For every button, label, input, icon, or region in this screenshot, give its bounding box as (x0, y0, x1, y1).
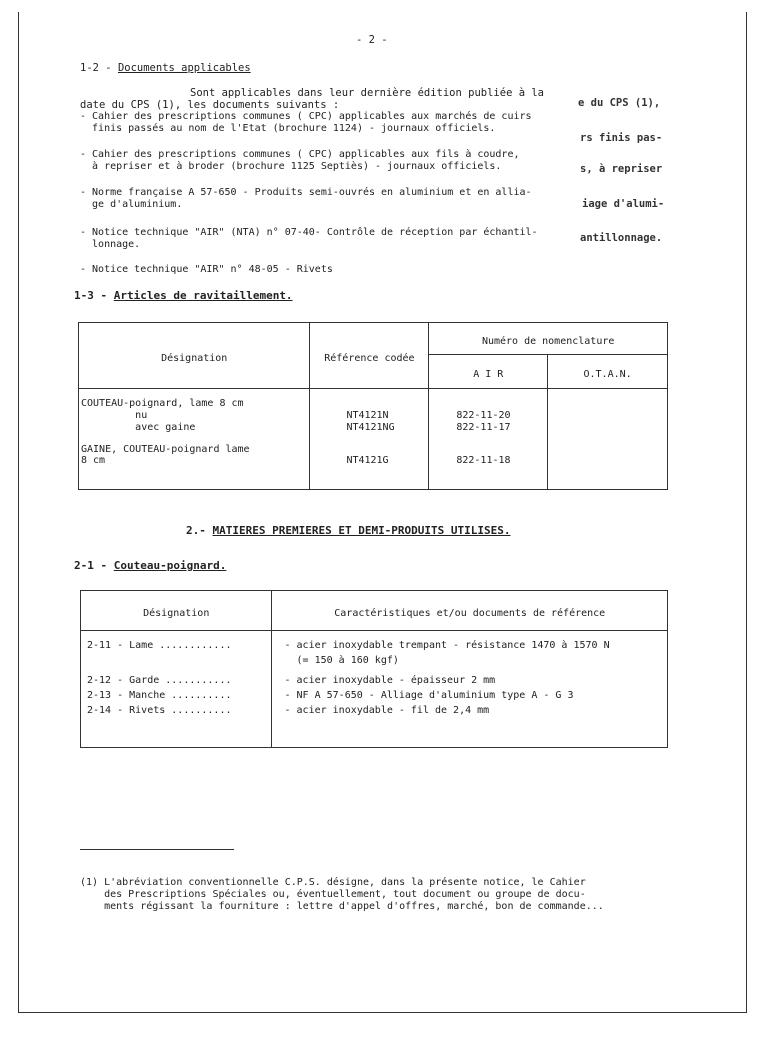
doc-item-5: - Notice technique "AIR" n° 48-05 - Rivets (80, 264, 333, 275)
footnote-rule (80, 849, 234, 850)
materials-table (80, 590, 668, 748)
reference-row-2: NT4121N (346, 410, 389, 421)
header-reference: Référence codée (310, 323, 429, 389)
footnote-line-3: ments régissant la fourniture : lettre d'appel d'offres, marché, bon de commande... (80, 901, 604, 912)
air-row-5: 822-11-18 (456, 455, 511, 466)
designation-row-4: GAINE, COUTEAU-poignard lame (81, 444, 250, 455)
otan-cell (548, 389, 668, 490)
section-1-2-intro-2: date du CPS (1), les documents suivants : (80, 99, 340, 111)
bleed-text-1: e du CPS (1), (578, 97, 661, 109)
air-cell (429, 389, 548, 490)
section-2-heading: 2.- MATIERES PREMIERES ET DEMI-PRODUITS UTILISES. (186, 524, 511, 537)
reference-row-5: NT4121G (346, 455, 389, 466)
section-1-2-intro-1: Sont applicables dans leur dernière édition publiée à la (190, 87, 545, 99)
page-number: - 2 - (356, 34, 388, 46)
doc-item-3a: - Norme française A 57-650 - Produits semi-ouvrés en aluminium et en allia- (80, 187, 532, 198)
doc-item-3b: ge d'aluminium. (80, 199, 183, 210)
designation-row-1: COUTEAU-poignard, lame 8 cm (81, 398, 244, 409)
footnote-line-2: des Prescriptions Spéciales ou, éventuellement, tout document ou groupe de docu- (80, 889, 586, 900)
doc-item-1a: - Cahier des prescriptions communes ( CPC) applicables aux marchés de cuirs (80, 111, 532, 122)
material-row-1-designation: 2-11 - Lame ............ (87, 640, 232, 651)
designation-row-3: avec gaine (81, 422, 196, 433)
designation-row-5: 8 cm (81, 455, 106, 466)
header-air: A I R (429, 355, 548, 389)
material-row-4-characteristics: - NF A 57-650 - Alliage d'aluminium type A - G 3 (284, 690, 574, 701)
doc-item-4b: lonnage. (80, 239, 141, 250)
air-row-2: 822-11-20 (456, 410, 511, 421)
material-row-5-characteristics: - acier inoxydable - fil de 2,4 mm (284, 705, 490, 716)
articles-table (78, 322, 668, 490)
doc-item-2a: - Cahier des prescriptions communes ( CPC) applicables aux fils à coudre, (80, 149, 520, 160)
doc-item-2b: à repriser et à broder (brochure 1125 Septiès) - journaux officiels. (80, 161, 502, 172)
material-row-2-characteristics: (= 150 à 160 kgf) (284, 655, 399, 666)
header-designation: Désignation (79, 323, 310, 389)
bleed-text-5: antillonnage. (580, 232, 663, 244)
header-otan: O.T.A.N. (548, 355, 668, 389)
reference-row-3: NT4121NG (346, 422, 395, 433)
footnote-line-1: (1) L'abréviation conventionnelle C.P.S. désigne, dans la présente notice, le Cahier (80, 877, 586, 888)
designation-row-2: nu (81, 410, 148, 421)
material-row-3-designation: 2-12 - Garde ........... (87, 675, 232, 686)
section-2-1-heading: 2-1 - Couteau-poignard. (74, 559, 227, 572)
header-nomenclature: Numéro de nomenclature (429, 323, 668, 355)
air-row-3: 822-11-17 (456, 422, 511, 433)
material-row-1-characteristics: - acier inoxydable trempant - résistance 1470 à 1570 N (284, 640, 610, 651)
bleed-text-3: s, à repriser (580, 163, 663, 175)
doc-item-4a: - Notice technique "AIR" (NTA) n° 07-40- Contrôle de réception par échantil- (80, 227, 538, 238)
section-1-3-heading: 1-3 - Articles de ravitaillement. (74, 289, 293, 302)
material-row-4-designation: 2-13 - Manche .......... (87, 690, 232, 701)
doc-item-1b: finis passés au nom de l'Etat (brochure 1124) - journaux officiels. (80, 123, 496, 134)
bleed-text-4: iage d'alumi- (582, 198, 665, 210)
header-characteristics: Caractéristiques et/ou documents de référence (272, 591, 668, 631)
material-row-5-designation: 2-14 - Rivets .......... (87, 705, 232, 716)
bleed-text-2: rs finis pas- (580, 132, 663, 144)
header-designation-2: Désignation (81, 591, 272, 631)
material-row-3-characteristics: - acier inoxydable - épaisseur 2 mm (284, 675, 496, 686)
materials-designation-cell (81, 631, 272, 748)
materials-characteristics-cell (272, 631, 668, 748)
section-1-2-heading: 1-2 - Documents applicables (80, 62, 251, 74)
designation-cell (79, 389, 310, 490)
reference-cell (310, 389, 429, 490)
